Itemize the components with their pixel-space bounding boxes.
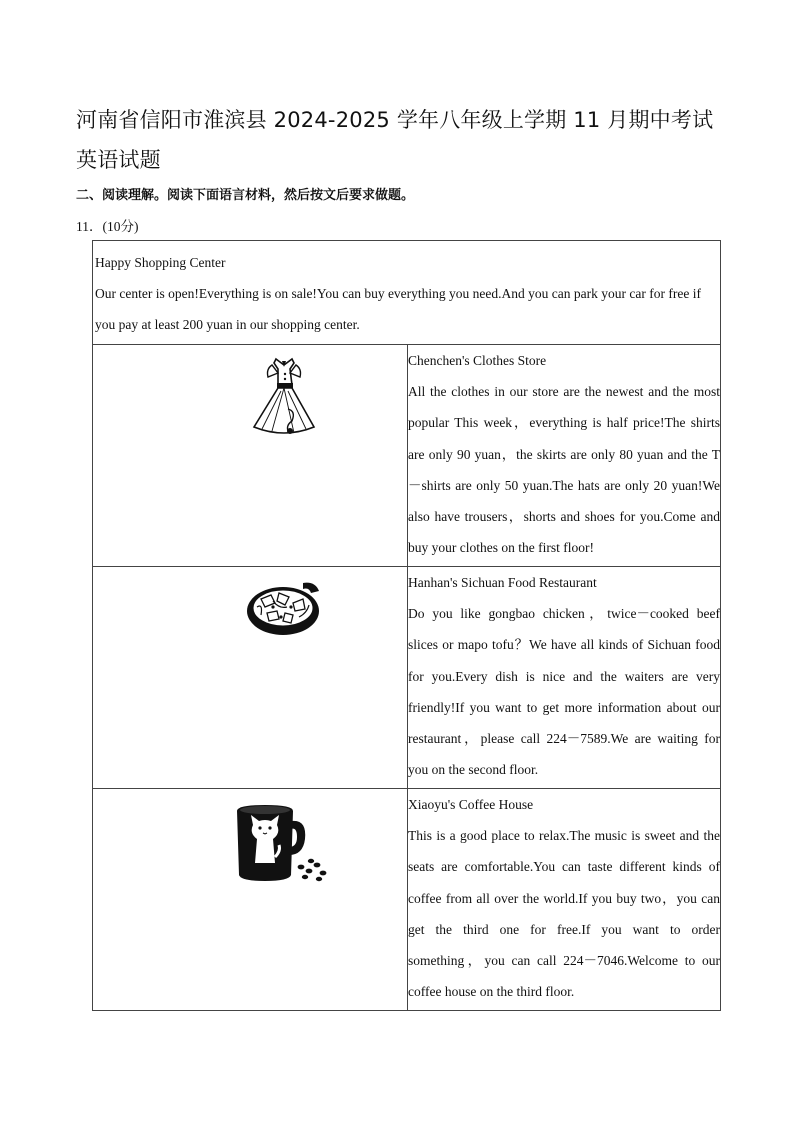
store-description: Do you like gongbao chicken，twice－cooked beef slices or mapo tofu？We have all kinds of Sichuan food for you.Every dish is nice and the waiters are very friendly!If you want to get more information about our restaurant，please call 224－7589.We are waiting for you on the second floor.	[408, 606, 720, 778]
store-row	[93, 567, 721, 789]
passage-table	[92, 240, 721, 1011]
store-name: Chenchen's Clothes Store	[408, 353, 547, 368]
dress-icon	[248, 355, 320, 441]
question-number: 11．(10分)	[76, 219, 139, 234]
store-picture-cell	[93, 345, 408, 567]
store-text-cell	[408, 345, 721, 567]
food-bowl-icon	[243, 577, 325, 641]
store-text-cell	[408, 789, 721, 1011]
store-row	[93, 345, 721, 567]
section-heading: 二、阅读理解。阅读下面语言材料，然后按文后要求做题。	[76, 188, 415, 203]
center-intro-cell	[93, 241, 721, 345]
store-picture-cell	[93, 567, 408, 789]
page-title: 河南省信阳市淮滨县 2024-2025 学年八年级上学期 11 月期中考试英语试题	[76, 108, 714, 172]
store-row	[93, 789, 721, 1011]
store-picture-cell	[93, 789, 408, 1011]
store-name: Xiaoyu's Coffee House	[408, 797, 534, 812]
coffee-mug-icon	[231, 801, 333, 883]
store-description: This is a good place to relax.The music is sweet and the seats are comfortable.You can taste different kinds of coffee from all over the world.If you buy two，you can get the third one for free.If you want to order something，you can call 224－7046.Welcome to our coffee house on the third floor.	[408, 828, 720, 1000]
store-description: All the clothes in our store are the newest and the most popular This week，everything is half price!The shirts are only 90 yuan，the skirts are only 80 yuan and the T－shirts are only 50 yuan.The hats are only 20 yuan!We also have trousers，shorts and shoes for you.Come and buy your clothes on the first floor!	[408, 384, 720, 556]
center-intro-text: Our center is open!Everything is on sale!You can buy everything you need.And you can park your car for free if you pay at least 200 yuan in our shopping center.	[95, 286, 701, 332]
center-name: Happy Shopping Center	[95, 255, 226, 270]
store-text-cell	[408, 567, 721, 789]
store-name: Hanhan's Sichuan Food Restaurant	[408, 575, 597, 590]
